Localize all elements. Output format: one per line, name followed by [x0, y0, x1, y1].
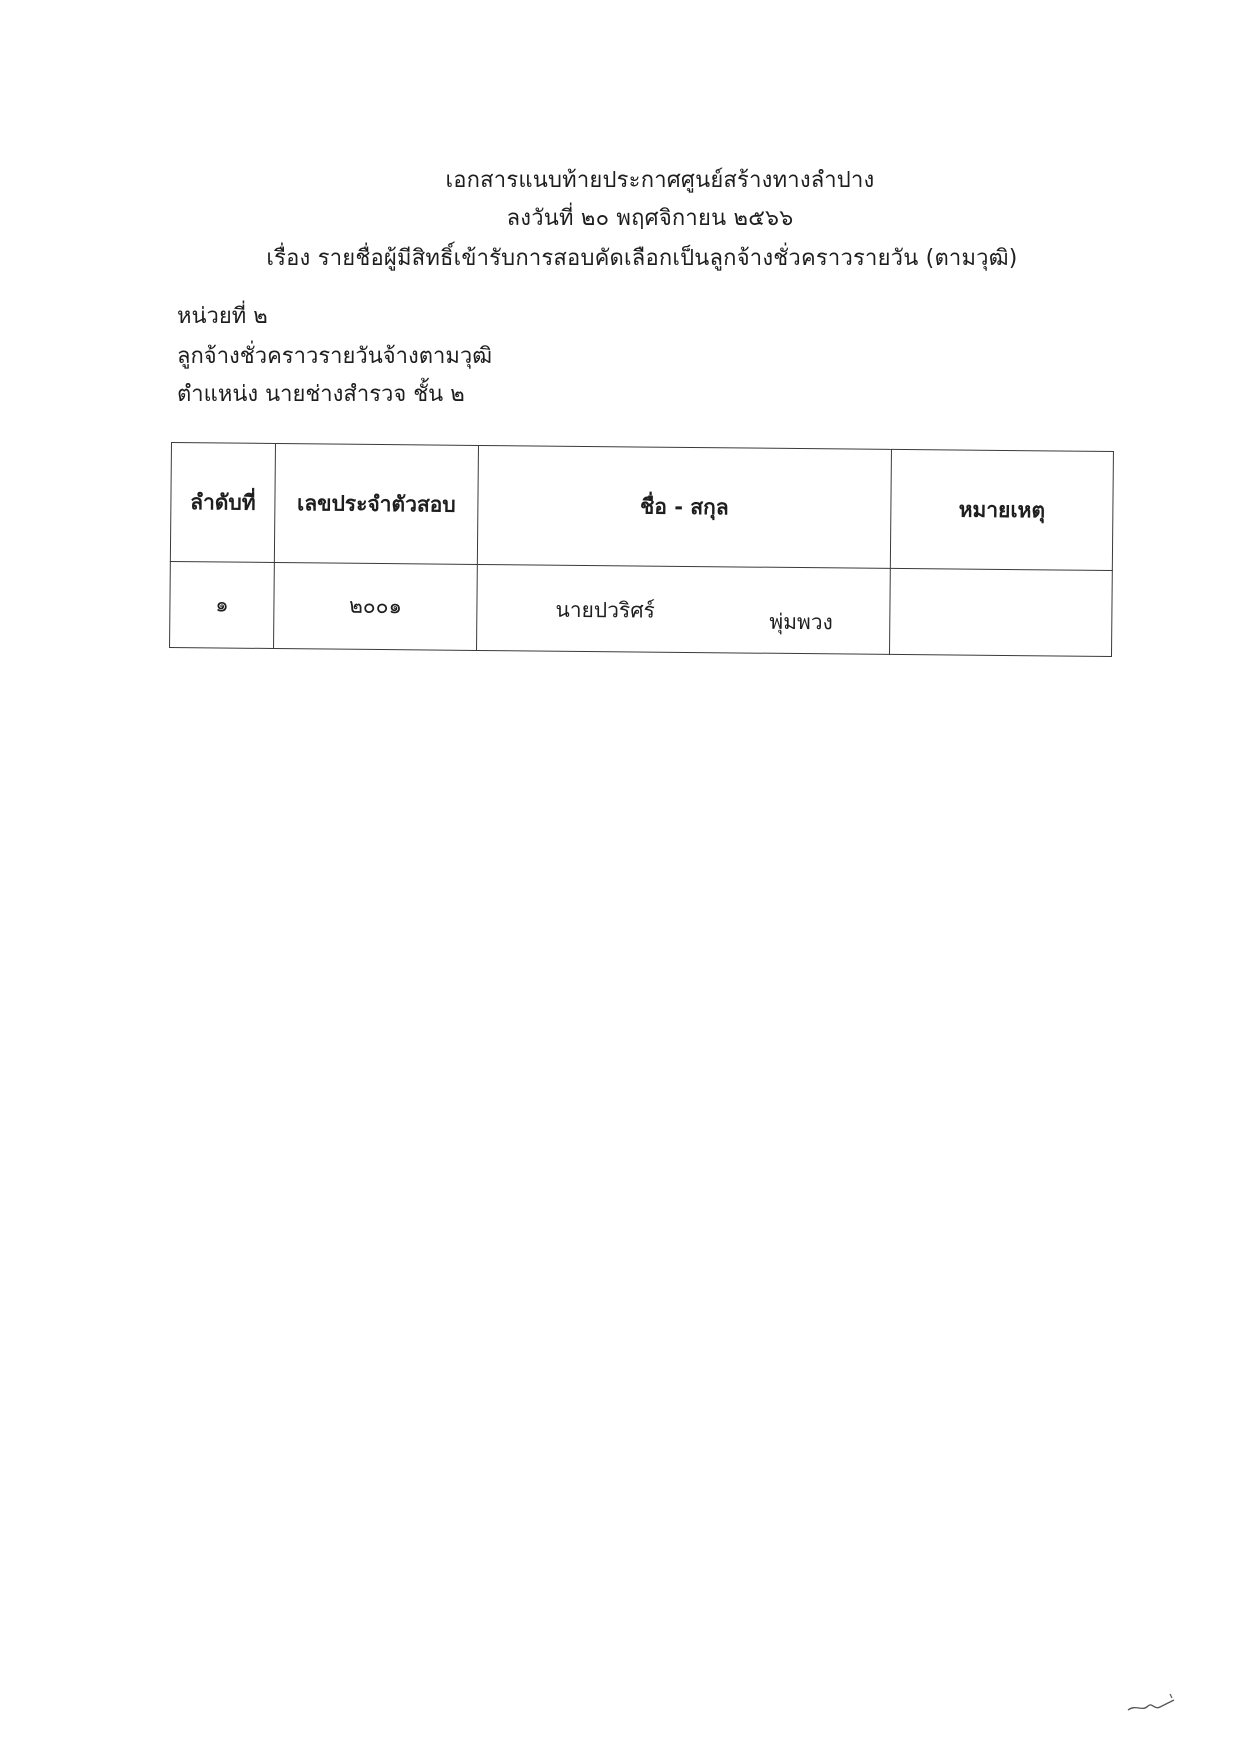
- employment-type-label: ลูกจ้างชั่วคราวรายวันจ้างตามวุฒิ: [177, 344, 493, 369]
- column-header-exam-id: เลขประจำตัวสอบ: [274, 444, 478, 565]
- candidate-table-wrapper: [169, 442, 1061, 656]
- column-header-order: ลำดับที่: [170, 443, 275, 563]
- document-title: เอกสารแนบท้ายประกาศศูนย์สร้างทางลำปาง: [445, 168, 875, 193]
- column-header-full-name: ชื่อ - สกุล: [477, 445, 891, 568]
- cell-exam-id: ๒๐๐๑: [274, 562, 478, 650]
- cell-full-name: [477, 564, 891, 654]
- table-header-row: [170, 443, 1113, 571]
- cell-order: ๑: [170, 561, 275, 648]
- candidate-table: [169, 442, 1114, 657]
- unit-label: หน่วยที่ ๒: [177, 304, 268, 329]
- document-date: ลงวันที่ ๒๐ พฤศจิกายน ๒๕๖๖: [506, 206, 794, 231]
- signature-mark: [1126, 1690, 1182, 1718]
- cell-remark: [889, 568, 1112, 656]
- column-header-remark: หมายเหตุ: [890, 449, 1113, 570]
- candidate-last-name: พุ่มพวง: [769, 609, 833, 635]
- table-row: [170, 561, 1113, 656]
- position-label: ตำแหน่ง นายช่างสำรวจ ชั้น ๒: [177, 382, 465, 407]
- document-subject: เรื่อง รายชื่อผู้มีสิทธิ์เข้ารับการสอบคัดเลือกเป็นลูกจ้างชั่วคราวรายวัน (ตามวุฒิ): [266, 246, 1018, 271]
- candidate-first-name: นายปวริศร์: [555, 597, 655, 623]
